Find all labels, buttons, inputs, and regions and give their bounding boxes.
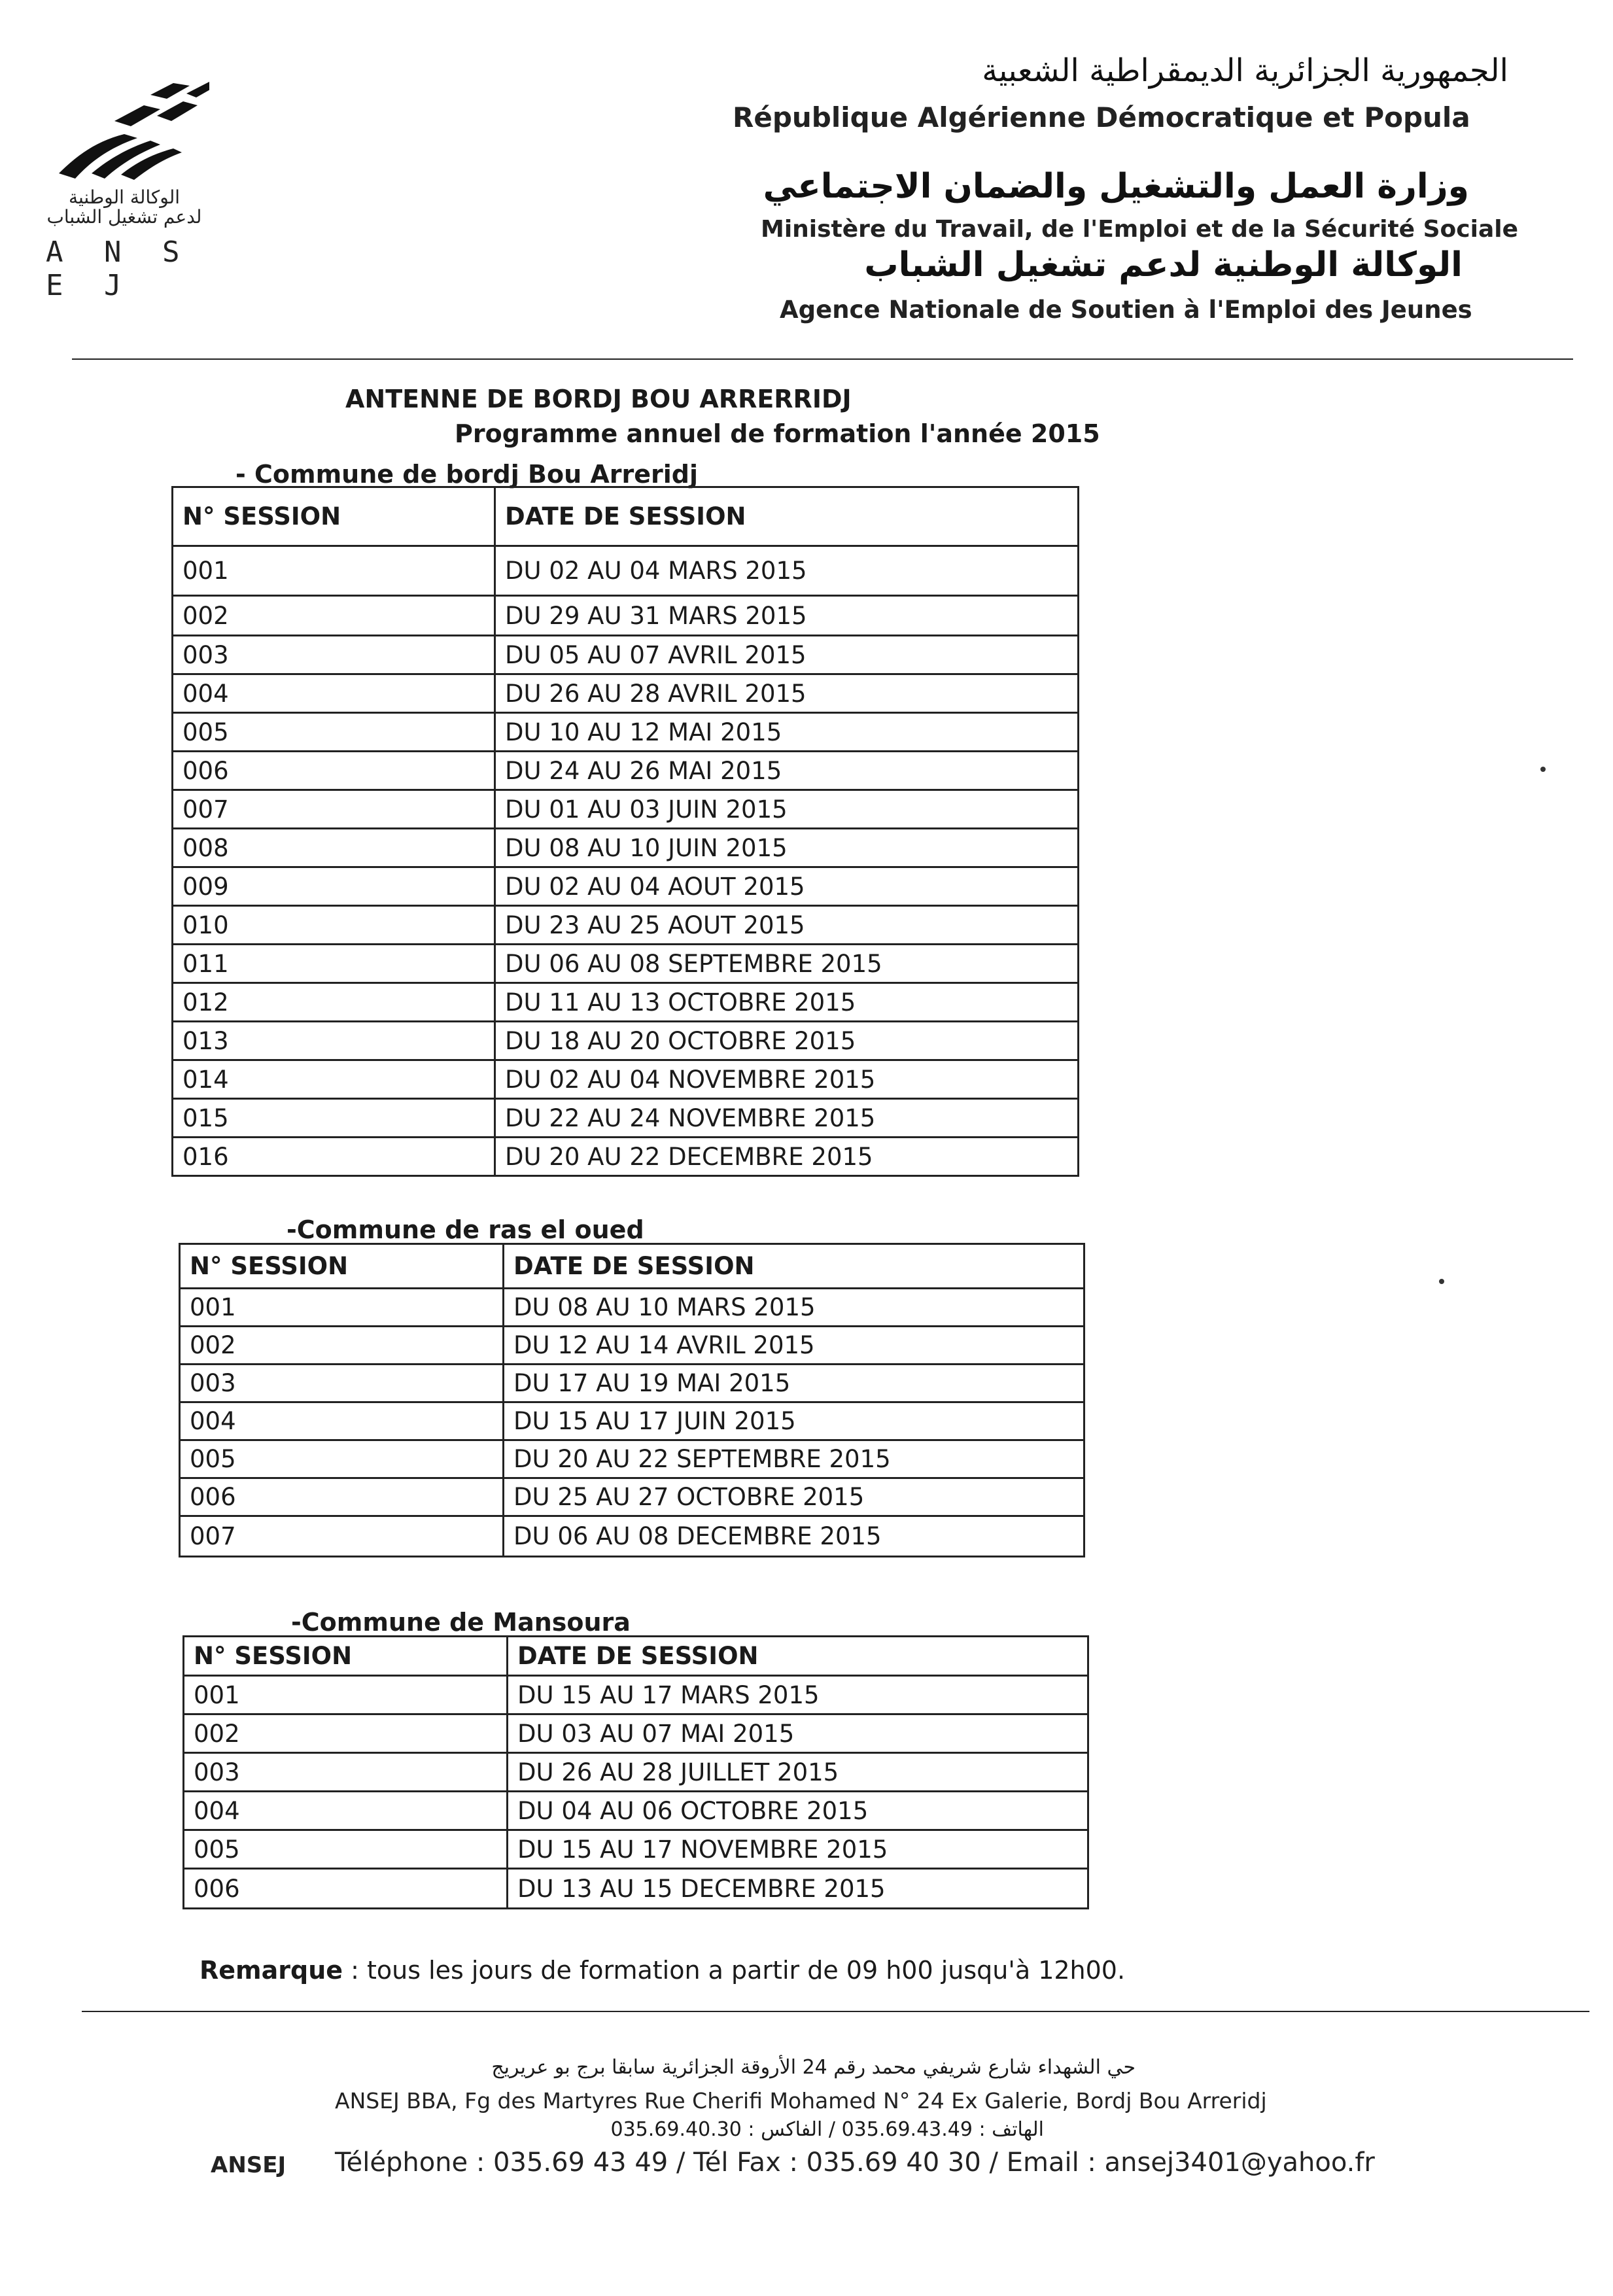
session-date: DU 15 AU 17 MARS 2015 [508, 1676, 1088, 1714]
col-header-session: N° SESSION [180, 1244, 504, 1289]
footer-divider [82, 2011, 1589, 2012]
session-number: 012 [173, 983, 495, 1022]
footer-address-arabic: حي الشهداء شارع شريفي محمد رقم 24 الأروقة الجزائرية سابقا برج بو عريريج [491, 2056, 1136, 2079]
table-row [184, 1792, 1088, 1830]
remarque-label: Remarque [199, 1956, 343, 1985]
session-date: DU 02 AU 04 MARS 2015 [495, 546, 1079, 596]
session-number: 005 [173, 713, 495, 752]
col-header-date: DATE DE SESSION [495, 487, 1079, 546]
session-date: DU 20 AU 22 SEPTEMBRE 2015 [504, 1440, 1084, 1478]
footer-phones-arabic: الهاتف : 035.69.43.49 / الفاكس : 035.69.40.30 [610, 2118, 1044, 2141]
republic-french: République Algérienne Démocratique et Popula [733, 101, 1470, 133]
table-row [173, 1138, 1079, 1176]
table-row [173, 636, 1079, 674]
table-row [180, 1289, 1084, 1327]
session-number: 004 [184, 1792, 508, 1830]
session-number: 007 [180, 1516, 504, 1557]
session-number: 016 [173, 1138, 495, 1176]
session-number: 001 [173, 546, 495, 596]
session-date: DU 15 AU 17 JUIN 2015 [504, 1402, 1084, 1440]
table-row [184, 1830, 1088, 1869]
ministry-french: Ministère du Travail, de l'Emploi et de la Sécurité Sociale [761, 216, 1519, 243]
ministry-arabic: وزارة العمل والتشغيل والضمان الاجتماعي [763, 167, 1469, 206]
session-date: DU 15 AU 17 NOVEMBRE 2015 [508, 1830, 1088, 1869]
scan-speck [1540, 767, 1546, 772]
scan-speck [1439, 1279, 1444, 1284]
table-row [180, 1516, 1084, 1557]
session-number: 002 [184, 1714, 508, 1753]
sessions-table-bordj-bou-arreridj [171, 486, 1079, 1177]
table-row [173, 674, 1079, 713]
commune-title-bordj-bou-arreridj: - Commune de bordj Bou Arreridj [235, 460, 699, 489]
agency-arabic: الوكالة الوطنية لدعم تشغيل الشباب [864, 245, 1463, 285]
session-date: DU 17 AU 19 MAI 2015 [504, 1365, 1084, 1402]
session-number: 001 [180, 1289, 504, 1327]
session-number: 008 [173, 829, 495, 867]
table-row [173, 906, 1079, 945]
table-row [173, 829, 1079, 867]
republic-arabic: الجمهورية الجزائرية الديمقراطية الشعبية [982, 52, 1508, 89]
session-number: 001 [184, 1676, 508, 1714]
col-header-date: DATE DE SESSION [508, 1637, 1088, 1676]
col-header-session: N° SESSION [184, 1637, 508, 1676]
table-header-row [184, 1637, 1088, 1676]
remarque-text: : tous les jours de formation a partir de 09 h00 jusqu'à 12h00. [343, 1956, 1126, 1985]
table-header-row [180, 1244, 1084, 1289]
table-row [184, 1676, 1088, 1714]
session-date: DU 26 AU 28 AVRIL 2015 [495, 674, 1079, 713]
footer-address-french: ANSEJ BBA, Fg des Martyres Rue Cherifi Mohamed N° 24 Ex Galerie, Bordj Bou Arreridj [335, 2088, 1267, 2113]
antenne-title: ANTENNE DE BORDJ BOU ARRERRIDJ [345, 385, 852, 413]
session-date: DU 11 AU 13 OCTOBRE 2015 [495, 983, 1079, 1022]
session-number: 013 [173, 1022, 495, 1060]
session-date: DU 18 AU 20 OCTOBRE 2015 [495, 1022, 1079, 1060]
agency-french: Agence Nationale de Soutien à l'Emploi des Jeunes [780, 296, 1472, 324]
session-date: DU 04 AU 06 OCTOBRE 2015 [508, 1792, 1088, 1830]
session-number: 005 [180, 1440, 504, 1478]
session-number: 009 [173, 867, 495, 906]
session-date: DU 01 AU 03 JUIN 2015 [495, 790, 1079, 829]
table-row [173, 983, 1079, 1022]
table-row [173, 752, 1079, 790]
sessions-table-mansoura [182, 1635, 1089, 1909]
session-number: 015 [173, 1099, 495, 1138]
table-row [173, 1022, 1079, 1060]
session-date: DU 06 AU 08 SEPTEMBRE 2015 [495, 945, 1079, 983]
header-divider [72, 358, 1573, 360]
remarque-note [199, 1956, 1125, 1985]
session-number: 007 [173, 790, 495, 829]
table-row [184, 1753, 1088, 1792]
commune-title-mansoura: -Commune de Mansoura [291, 1608, 631, 1637]
logo-arabic-line-1: الوكالة الوطنية [68, 186, 181, 208]
logo-arabic-line-2: لدعم تشغيل الشباب [46, 206, 202, 228]
table-row [180, 1327, 1084, 1365]
session-date: DU 22 AU 24 NOVEMBRE 2015 [495, 1099, 1079, 1138]
session-number: 006 [180, 1478, 504, 1516]
session-number: 002 [173, 596, 495, 636]
table-row [180, 1365, 1084, 1402]
session-number: 006 [184, 1869, 508, 1909]
session-number: 002 [180, 1327, 504, 1365]
col-header-session: N° SESSION [173, 487, 495, 546]
session-date: DU 12 AU 14 AVRIL 2015 [504, 1327, 1084, 1365]
table-row [173, 1060, 1079, 1099]
table-row [184, 1714, 1088, 1753]
session-date: DU 25 AU 27 OCTOBRE 2015 [504, 1478, 1084, 1516]
session-date: DU 26 AU 28 JUILLET 2015 [508, 1753, 1088, 1792]
table-row [180, 1402, 1084, 1440]
session-date: DU 05 AU 07 AVRIL 2015 [495, 636, 1079, 674]
footer-contact: Téléphone : 035.69 43 49 / Tél Fax : 035.69 40 30 / Email : ansej3401@yahoo.fr [335, 2148, 1375, 2178]
session-number: 003 [180, 1365, 504, 1402]
table-row [173, 713, 1079, 752]
session-date: DU 13 AU 15 DECEMBRE 2015 [508, 1869, 1088, 1909]
session-number: 003 [173, 636, 495, 674]
session-date: DU 20 AU 22 DECEMBRE 2015 [495, 1138, 1079, 1176]
table-row [173, 945, 1079, 983]
session-date: DU 10 AU 12 MAI 2015 [495, 713, 1079, 752]
session-number: 014 [173, 1060, 495, 1099]
table-header-row [173, 487, 1079, 546]
session-number: 005 [184, 1830, 508, 1869]
session-date: DU 08 AU 10 JUIN 2015 [495, 829, 1079, 867]
session-number: 004 [173, 674, 495, 713]
session-date: DU 23 AU 25 AOUT 2015 [495, 906, 1079, 945]
table-row [173, 546, 1079, 596]
table-row [173, 1099, 1079, 1138]
session-date: DU 29 AU 31 MARS 2015 [495, 596, 1079, 636]
session-number: 006 [173, 752, 495, 790]
session-date: DU 03 AU 07 MAI 2015 [508, 1714, 1088, 1753]
session-date: DU 02 AU 04 AOUT 2015 [495, 867, 1079, 906]
session-date: DU 02 AU 04 NOVEMBRE 2015 [495, 1060, 1079, 1099]
session-number: 010 [173, 906, 495, 945]
session-number: 003 [184, 1753, 508, 1792]
table-row [173, 867, 1079, 906]
commune-title-ras-el-oued: -Commune de ras el oued [286, 1215, 644, 1244]
table-row [184, 1869, 1088, 1909]
footer-ansej: ANSEJ [211, 2152, 286, 2178]
session-number: 011 [173, 945, 495, 983]
session-date: DU 08 AU 10 MARS 2015 [504, 1289, 1084, 1327]
session-date: DU 06 AU 08 DECEMBRE 2015 [504, 1516, 1084, 1557]
table-row [180, 1440, 1084, 1478]
logo-acronym: A N S E J [46, 235, 192, 302]
session-date: DU 24 AU 26 MAI 2015 [495, 752, 1079, 790]
table-row [173, 790, 1079, 829]
table-row [173, 596, 1079, 636]
programme-title: Programme annuel de formation l'année 2015 [455, 419, 1100, 448]
col-header-date: DATE DE SESSION [504, 1244, 1084, 1289]
ansej-logo [39, 75, 209, 302]
ansej-logo-mark-icon [52, 75, 209, 180]
sessions-table-ras-el-oued [179, 1243, 1085, 1557]
session-number: 004 [180, 1402, 504, 1440]
table-row [180, 1478, 1084, 1516]
